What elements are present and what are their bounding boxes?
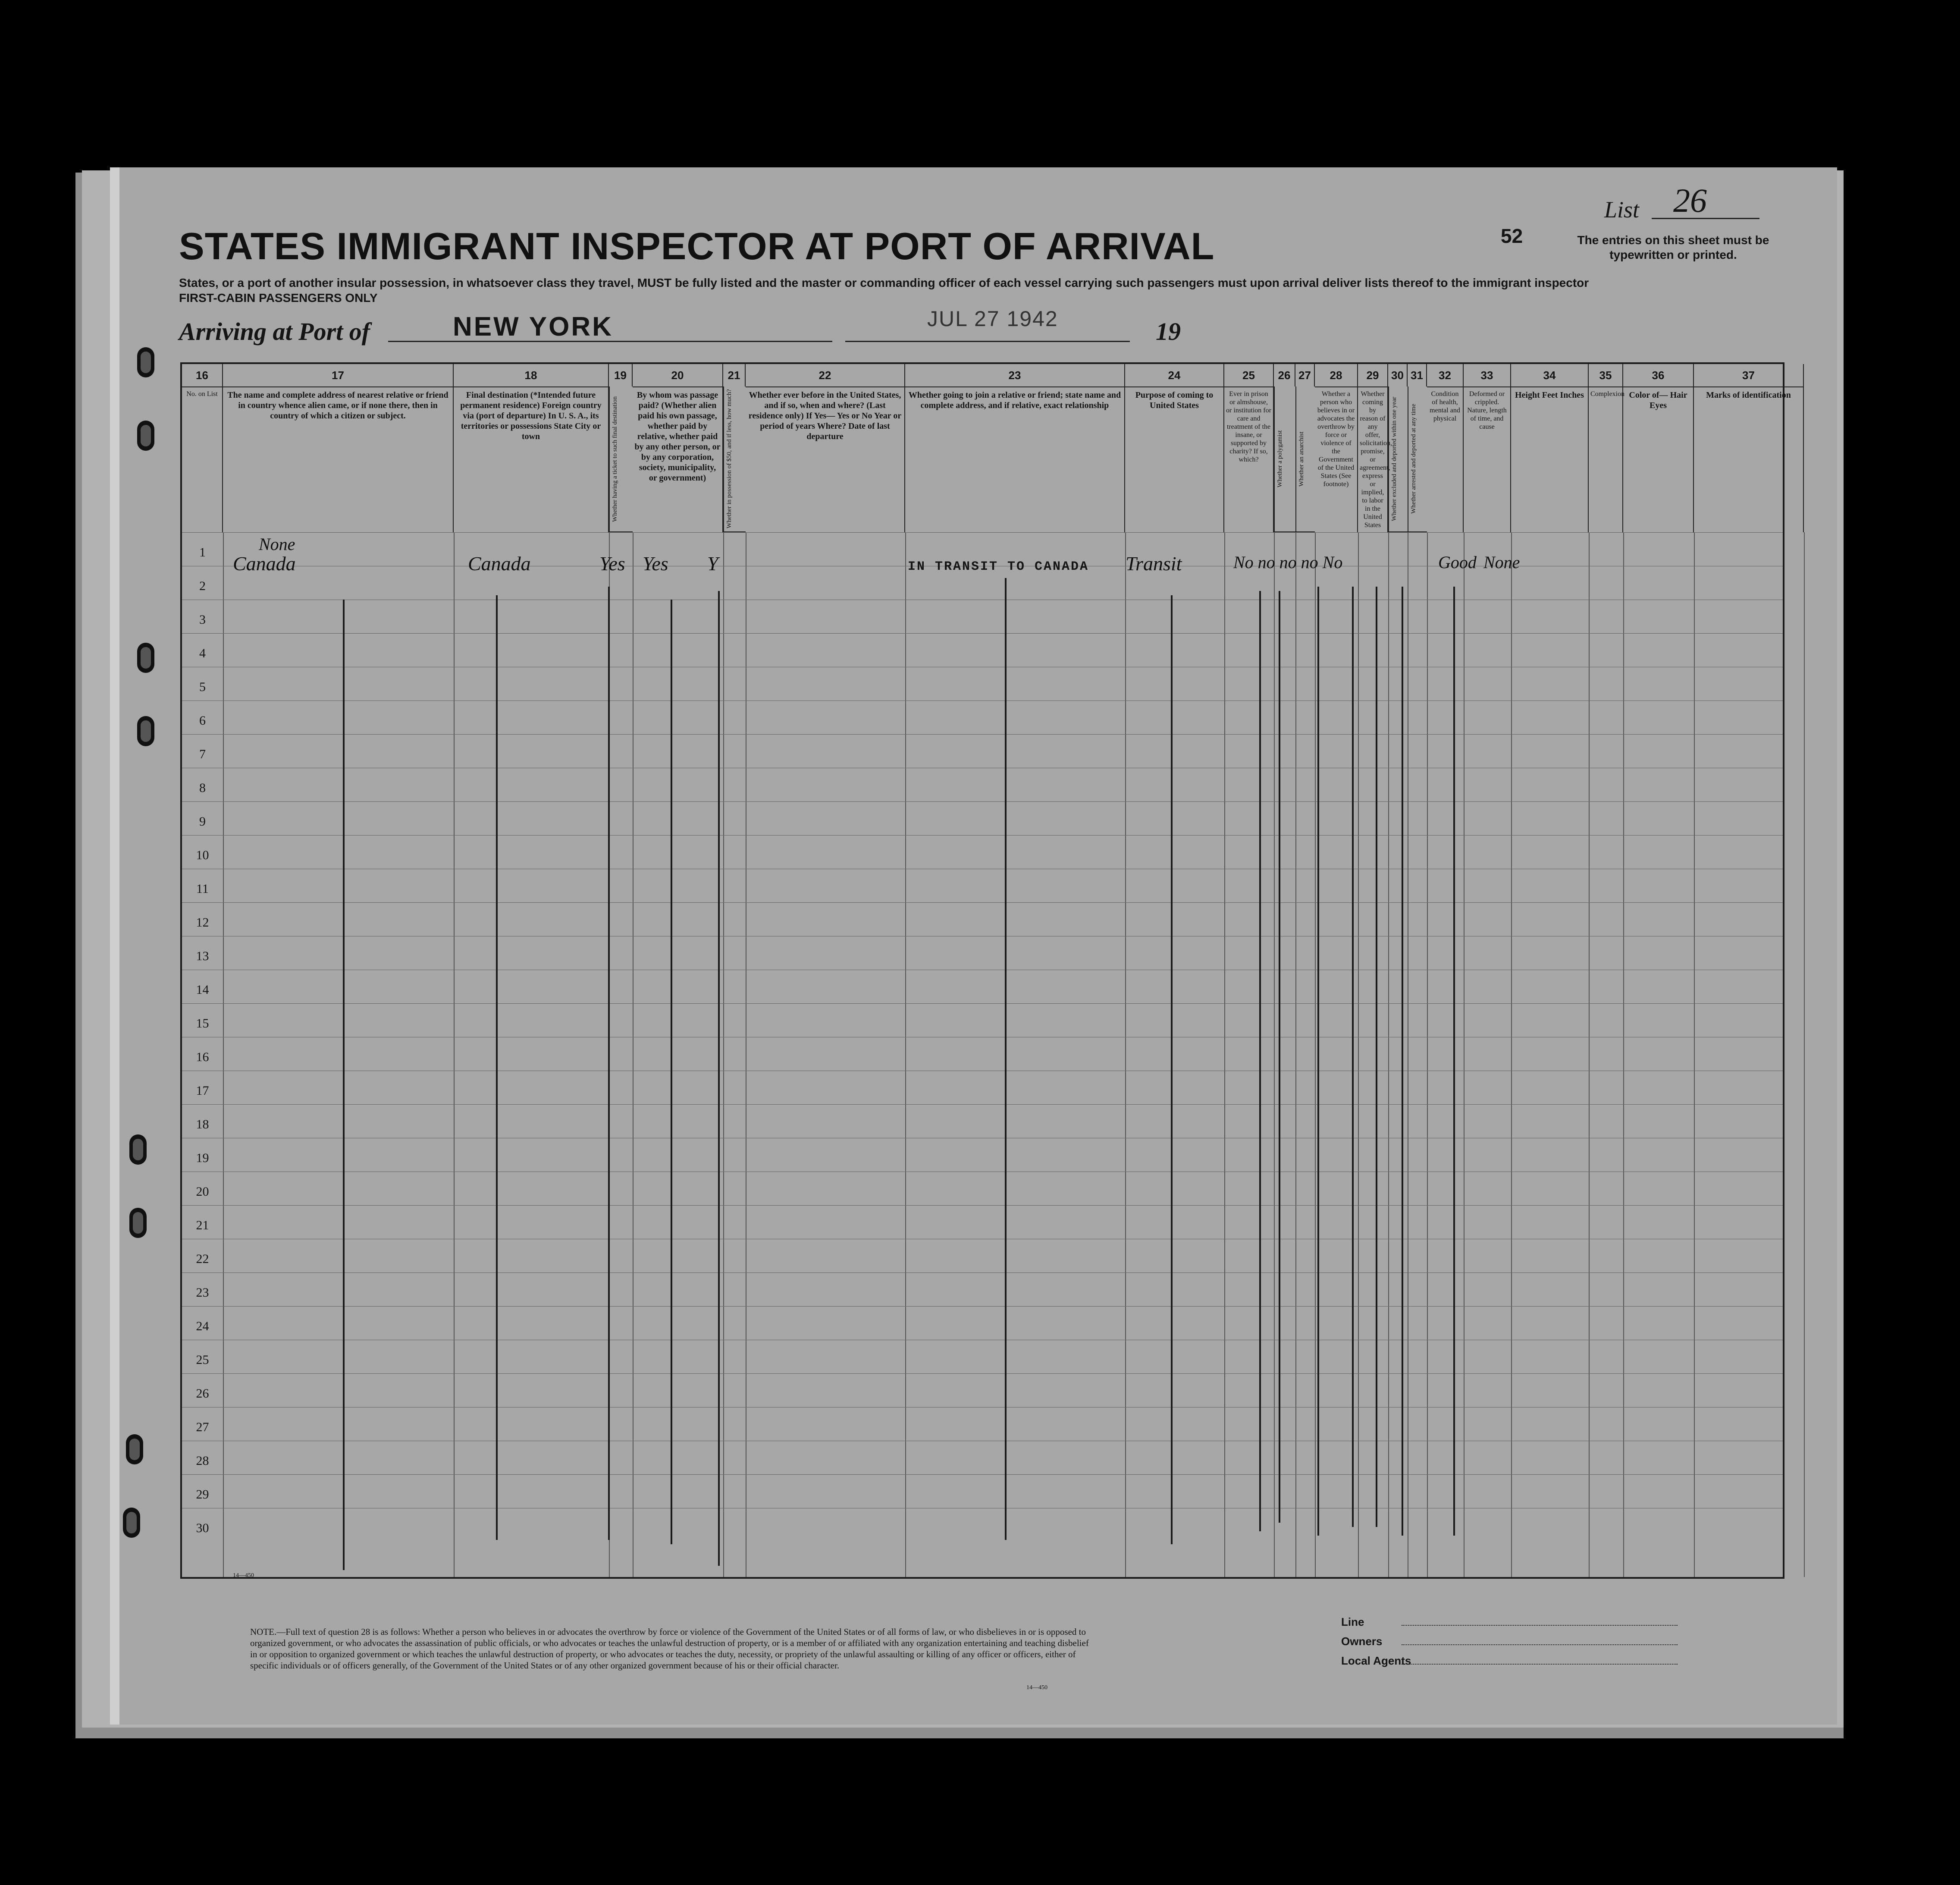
row1-relative-none: None [259, 534, 295, 554]
column-header: Deformed or crippled. Nature, length of time, and cause [1464, 386, 1511, 532]
column-number: 24 [1125, 364, 1224, 386]
column-header: The name and complete address of nearest relative or friend in country whence alien came, or if none there, then in country of which a citizen or subject. [223, 386, 454, 532]
column-rule [746, 532, 906, 1577]
line-label: Line [1341, 1615, 1364, 1628]
row-number: 2 [199, 579, 206, 593]
ditto-line [496, 595, 498, 1540]
column-rule [1589, 532, 1624, 1577]
row-number: 28 [196, 1454, 209, 1468]
row1-destination: Canada [468, 553, 531, 575]
row-number: 10 [196, 848, 209, 862]
binder-hole [129, 1134, 147, 1165]
row-number: 14 [196, 983, 209, 997]
column-header: By whom was passage paid? (Whether alien paid his own passage, whether paid by relative, whether paid by any other person, or by any corporation, society, municipality, or government) [633, 386, 723, 532]
ditto-line [343, 600, 345, 1570]
column-header: Height Feet Inches [1511, 386, 1589, 532]
column-number: 33 [1464, 364, 1511, 386]
column-header: Condition of health, mental and physical [1427, 386, 1464, 532]
binder-hole [137, 421, 154, 451]
row-number: 5 [199, 680, 206, 694]
row-number: 17 [196, 1084, 209, 1098]
row-number: 12 [196, 915, 209, 930]
column-number: 28 [1315, 364, 1358, 386]
column-number: 22 [746, 364, 905, 386]
column-number: 25 [1224, 364, 1274, 386]
column-header: Whether in possession of $50, and if less, how much? [723, 386, 746, 532]
column-rule [454, 532, 610, 1577]
row-number: 18 [196, 1117, 209, 1131]
column-rule [1388, 532, 1408, 1577]
cabin-class: FIRST-CABIN PASSENGERS ONLY [179, 291, 378, 305]
column-rule [1464, 532, 1512, 1577]
footnote: NOTE.—Full text of question 28 is as follows: Whether a person who believes in or advocates the overthrow by force or violence of the Government of the United States or of all forms of law, or who disbelieves in or is opposed to organized government, or who advocates the assassination of public officials, or who advocates or teaches the unlawful destruction of property, or is a member of or affiliated with any organization entertaining and teaching disbelief in or opposition to organized government or which teaches the unlawful destruction of property, or who advocates or teaches the duty, necessity, or propriety of the unlawful assaulting or killing of any officer or officers, either of specific individuals or of officers generally, of the Government of the United States or of any other organized government because of his or their official character. [250, 1627, 1089, 1671]
column-header: Marks of identification [1694, 386, 1804, 532]
row-rule [182, 1205, 1783, 1206]
row-rule [182, 1306, 1783, 1307]
binder-hole [126, 1434, 143, 1464]
row-number: 15 [196, 1016, 209, 1030]
ditto-line [608, 587, 610, 1540]
row-number: 7 [199, 747, 206, 761]
row-number: 1 [199, 545, 206, 559]
list-label: List [1604, 197, 1640, 223]
column-header: Whether ever before in the United States, and if so, when and where? (Last residence only) If Yes— Yes or No Year or period of years Where? Date of last departure [746, 386, 905, 532]
ditto-line [1259, 591, 1261, 1531]
column-number: 21 [723, 364, 746, 386]
ditto-line [1005, 578, 1007, 1540]
column-rule [1125, 532, 1225, 1577]
column-number: 26 [1274, 364, 1295, 386]
column-number: 17 [223, 364, 454, 386]
row-number: 24 [196, 1319, 209, 1333]
arriving-label: Arriving at Port of [179, 317, 370, 346]
column-rule [609, 532, 633, 1577]
row-rule [182, 902, 1783, 903]
column-rule [1408, 532, 1428, 1577]
binder-hole [129, 1208, 147, 1238]
row-number: 3 [199, 613, 206, 627]
column-number: 29 [1358, 364, 1388, 386]
row-rule [182, 532, 1783, 533]
row-number: 20 [196, 1184, 209, 1199]
form-code-small: 14—450 [233, 1572, 254, 1579]
row1-answers: No no no no No [1233, 553, 1343, 572]
binder-hole [137, 347, 154, 377]
column-number: 16 [182, 364, 223, 386]
row-rule [182, 1104, 1783, 1105]
column-header: No. on List [182, 386, 223, 532]
row-rule [182, 1003, 1783, 1004]
column-header: Whether excluded and deported within one year [1388, 386, 1408, 532]
sheet-number: 52 [1501, 225, 1523, 247]
date-underline [845, 341, 1130, 342]
ditto-line [1402, 587, 1403, 1536]
binder-hole [137, 716, 154, 746]
row-rule [182, 1474, 1783, 1475]
row-rule [182, 835, 1783, 836]
row1-join: IN TRANSIT TO CANADA [908, 559, 1089, 574]
column-number: 31 [1408, 364, 1427, 386]
column-rule [1694, 532, 1805, 1577]
ditto-line [1317, 587, 1319, 1536]
ditto-line [1453, 587, 1455, 1536]
column-header: Color of— Hair Eyes [1623, 386, 1694, 532]
date-stamp: JUL 27 1942 [927, 307, 1058, 331]
column-header: Whether going to join a relative or friend; state name and complete address, and if relative, exact relationship [905, 386, 1125, 532]
binder-hole [123, 1508, 140, 1538]
ditto-line [718, 591, 720, 1566]
column-rule [1511, 532, 1590, 1577]
column-header: Purpose of coming to United States [1125, 386, 1224, 532]
row1-passage: Yes [643, 553, 668, 575]
column-header: Whether coming by reason of any offer, solicitation, promise, or agreement, express or implied, to labor in the United States [1358, 386, 1388, 532]
column-number: 30 [1388, 364, 1408, 386]
column-rule [723, 532, 746, 1577]
column-rule [1295, 532, 1316, 1577]
form-subtitle: States, or a port of another insular possession, in whatsoever class they travel, MUST be fully listed and the master or commanding officer of each vessel carrying such passengers must upon arrival deliver lists thereof to the immigrant inspector [179, 276, 1589, 289]
column-header: Whether arrested and deported at any time [1408, 386, 1427, 532]
column-rule [1358, 532, 1389, 1577]
column-header: Ever in prison or almshouse, or institution for care and treatment of the insane, or supported by charity? If so, which? [1224, 386, 1274, 532]
line-field [1341, 1615, 1364, 1629]
row1-money: Y [707, 553, 718, 575]
manifest-table [180, 362, 1791, 1579]
row-number: 21 [196, 1218, 209, 1232]
row-number: 27 [196, 1420, 209, 1434]
column-rule [905, 532, 1126, 1577]
column-number: 19 [609, 364, 633, 386]
column-header: Complexion [1589, 386, 1623, 532]
row1-health: Good [1438, 553, 1477, 572]
ditto-line [1279, 591, 1280, 1523]
row1-deformed: None [1483, 553, 1520, 572]
column-header: Whether a person who believes in or advocates the overthrow by force or violence of the Government of the United States (See footnote) [1315, 386, 1358, 532]
row-number: 6 [199, 713, 206, 728]
column-number: 23 [905, 364, 1125, 386]
local-agents-field [1341, 1654, 1411, 1668]
row1-relative-country: Canada [233, 553, 296, 575]
row-number: 4 [199, 646, 206, 660]
form-title: STATES IMMIGRANT INSPECTOR AT PORT OF ARRIVAL [179, 225, 1215, 267]
row-rule [182, 633, 1783, 634]
port-name: NEW YORK [453, 312, 613, 342]
row-number: 25 [196, 1353, 209, 1367]
binder-hole [137, 643, 154, 673]
row-rule [182, 801, 1783, 802]
form-code: 14—450 [1026, 1684, 1047, 1691]
ditto-line [1352, 587, 1354, 1527]
column-number: 18 [454, 364, 609, 386]
column-rule [1274, 532, 1296, 1577]
row-number: 29 [196, 1487, 209, 1502]
year-prefix: 19 [1156, 317, 1181, 346]
row-number: 22 [196, 1252, 209, 1266]
ditto-line [1376, 587, 1377, 1527]
row-number: 19 [196, 1151, 209, 1165]
column-header: Whether a polygamist [1274, 386, 1295, 532]
row-number: 11 [196, 882, 209, 896]
row-number: 8 [199, 781, 206, 795]
row-rule [182, 1272, 1783, 1273]
column-header: Final destination (*Intended future permanent residence) Foreign country via (port of departure) In U. S. A., its territories or possessions State City or town [454, 386, 609, 532]
column-rule [1427, 532, 1465, 1577]
column-rule [1224, 532, 1275, 1577]
owners-label: Owners [1341, 1635, 1383, 1648]
column-number: 36 [1623, 364, 1694, 386]
row-number: 26 [196, 1386, 209, 1401]
row-rule [182, 734, 1783, 735]
column-number: 32 [1427, 364, 1464, 386]
column-rule [1623, 532, 1695, 1577]
row-rule [182, 1373, 1783, 1374]
owners-field [1341, 1635, 1382, 1648]
column-number: 35 [1589, 364, 1623, 386]
column-number: 27 [1295, 364, 1315, 386]
list-number: 26 [1673, 182, 1707, 219]
entries-note: The entries on this sheet must be typewritten or printed. [1577, 233, 1769, 261]
column-header: Whether having a ticket to such final destination [609, 386, 633, 532]
column-number: 37 [1694, 364, 1804, 386]
column-rule [633, 532, 724, 1577]
column-rule [223, 532, 455, 1577]
column-number: 20 [633, 364, 723, 386]
row-number: 16 [196, 1050, 209, 1064]
local-agents-label: Local Agents [1341, 1654, 1411, 1667]
row1-purpose: Transit [1126, 553, 1182, 575]
row1-ticket: Yes [599, 553, 625, 575]
row-number: 23 [196, 1285, 209, 1300]
row-number: 9 [199, 814, 206, 829]
ditto-line [671, 600, 672, 1544]
row-number: 30 [196, 1521, 209, 1535]
row-number: 13 [196, 949, 209, 963]
ditto-line [1171, 595, 1173, 1544]
column-number: 34 [1511, 364, 1589, 386]
column-header: Whether an anarchist [1295, 386, 1315, 532]
